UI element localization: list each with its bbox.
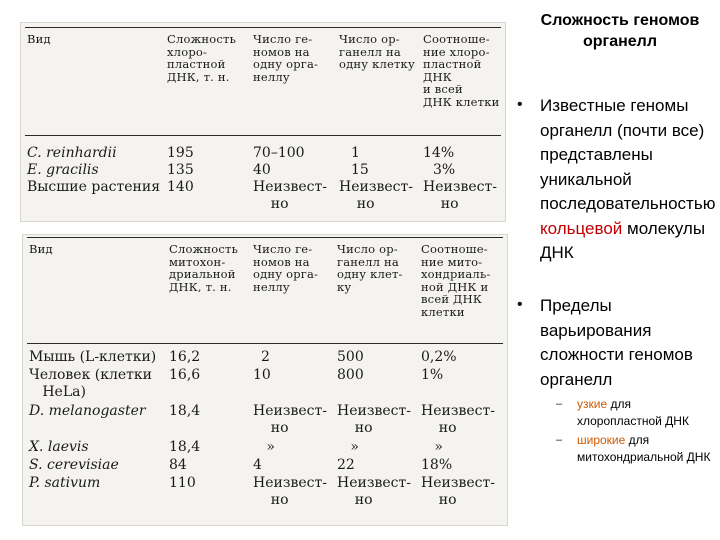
species-cell: D. melanogaster (29, 403, 146, 419)
header-cell: Сложность хлоро- пластной ДНК, т. н. (167, 32, 237, 84)
header-cell: Число ор- ганелл на одну клетку (339, 32, 415, 71)
table-rule (25, 27, 501, 28)
table-cell: Неизвест- но (423, 179, 497, 212)
slide-title: Сложность геномов органелл (540, 12, 700, 50)
table-cell: 40 (253, 162, 271, 178)
species-cell: Человек (клетки HeLa) (29, 367, 153, 400)
table-cell: 140 (167, 179, 194, 195)
table-cell: Неизвест- но (253, 179, 327, 212)
sub-bullet-text: для митохондриальной ДНК (577, 433, 711, 464)
header-cell: Сложность митохон- дриальной ДНК, т. н. (169, 242, 239, 294)
header-cell: Соотноше- ние хлоро- пластной ДНК и всей ДНК клетки (423, 32, 500, 109)
table-cell: Неизвест- но (421, 403, 495, 436)
species-cell: C. reinhardii (27, 145, 117, 161)
sub-bullet-wide (577, 432, 719, 466)
mitochondrial-genome-table (22, 234, 508, 526)
header-cell: Число ге- номов на одну орга- неллу (253, 242, 319, 294)
table-cell: » (421, 439, 443, 455)
header-cell: Соотноше- ние мито- хондриаль- ной ДНК и всей ДНК клетки (421, 242, 491, 319)
highlight-narrow: узкие (577, 397, 608, 411)
sub-bullet-marker: – (556, 398, 563, 410)
highlight-circular: кольцевой (540, 218, 623, 238)
bullet-text: молекулы ДНК (540, 218, 706, 262)
bullet-organelle-genomes (540, 94, 720, 266)
sub-bullet-marker: – (556, 434, 563, 446)
table-cell: 135 (167, 162, 194, 178)
species-cell: X. laevis (29, 439, 89, 455)
table-rule (25, 135, 501, 136)
table-cell: 14% (423, 145, 455, 161)
highlight-wide: широкие (577, 433, 626, 447)
species-cell: E. gracilis (27, 162, 99, 178)
header-cell: Число ге- номов на одну орга- неллу (253, 32, 319, 84)
table-cell: 1 (351, 145, 360, 161)
table-cell: 1% (421, 367, 444, 383)
table-cell: 22 (337, 457, 355, 473)
sub-bullet-text: для хлоропластной ДНК (577, 397, 689, 428)
table-cell: 0,2% (421, 349, 457, 365)
table-cell: Неизвест- но (337, 403, 411, 436)
bullet-variation-limits: Пределы варьирования сложности геномов органелл (540, 296, 693, 389)
table-cell: 195 (167, 145, 194, 161)
sub-bullet-narrow (577, 396, 719, 430)
header-cell: Вид (27, 32, 51, 46)
table-cell: 10 (253, 367, 271, 383)
table-cell: 15 (351, 162, 369, 178)
table-rule (27, 237, 503, 238)
bullet-marker: • (517, 296, 523, 313)
bullet-marker: • (517, 96, 523, 113)
header-cell: Вид (29, 242, 53, 256)
table-cell: 2 (261, 349, 270, 365)
species-cell: Мышь (L-клетки) (29, 349, 157, 365)
table-cell: 16,6 (169, 367, 201, 383)
table-cell: 18% (421, 457, 453, 473)
table-cell: 70–100 (253, 145, 305, 161)
table-cell: 500 (337, 349, 364, 365)
table-cell: » (337, 439, 359, 455)
table-cell: Неизвест- но (339, 179, 413, 212)
table-rule (27, 343, 503, 344)
table-cell: » (253, 439, 275, 455)
table-cell: 110 (169, 475, 196, 491)
table-cell: 16,2 (169, 349, 201, 365)
bullet-text: Известные геномы органелл (почти все) представлены уникальной последовательностью (540, 96, 716, 213)
table-cell: 18,4 (169, 439, 201, 455)
species-cell: Высшие растения (27, 179, 161, 195)
table-cell: 18,4 (169, 403, 201, 419)
table-cell: Неизвест- но (337, 475, 411, 508)
table-cell: 84 (169, 457, 187, 473)
species-cell: S. cerevisiae (29, 457, 119, 473)
table-cell: Неизвест- но (421, 475, 495, 508)
chloroplast-genome-table (20, 22, 506, 222)
table-cell: 4 (253, 457, 262, 473)
header-cell: Число ор- ганелл на одну клет- ку (337, 242, 403, 294)
table-cell: 800 (337, 367, 364, 383)
species-cell: P. sativum (29, 475, 101, 491)
table-cell: Неизвест- но (253, 475, 327, 508)
table-cell: 3% (433, 162, 456, 178)
table-cell: Неизвест- но (253, 403, 327, 436)
